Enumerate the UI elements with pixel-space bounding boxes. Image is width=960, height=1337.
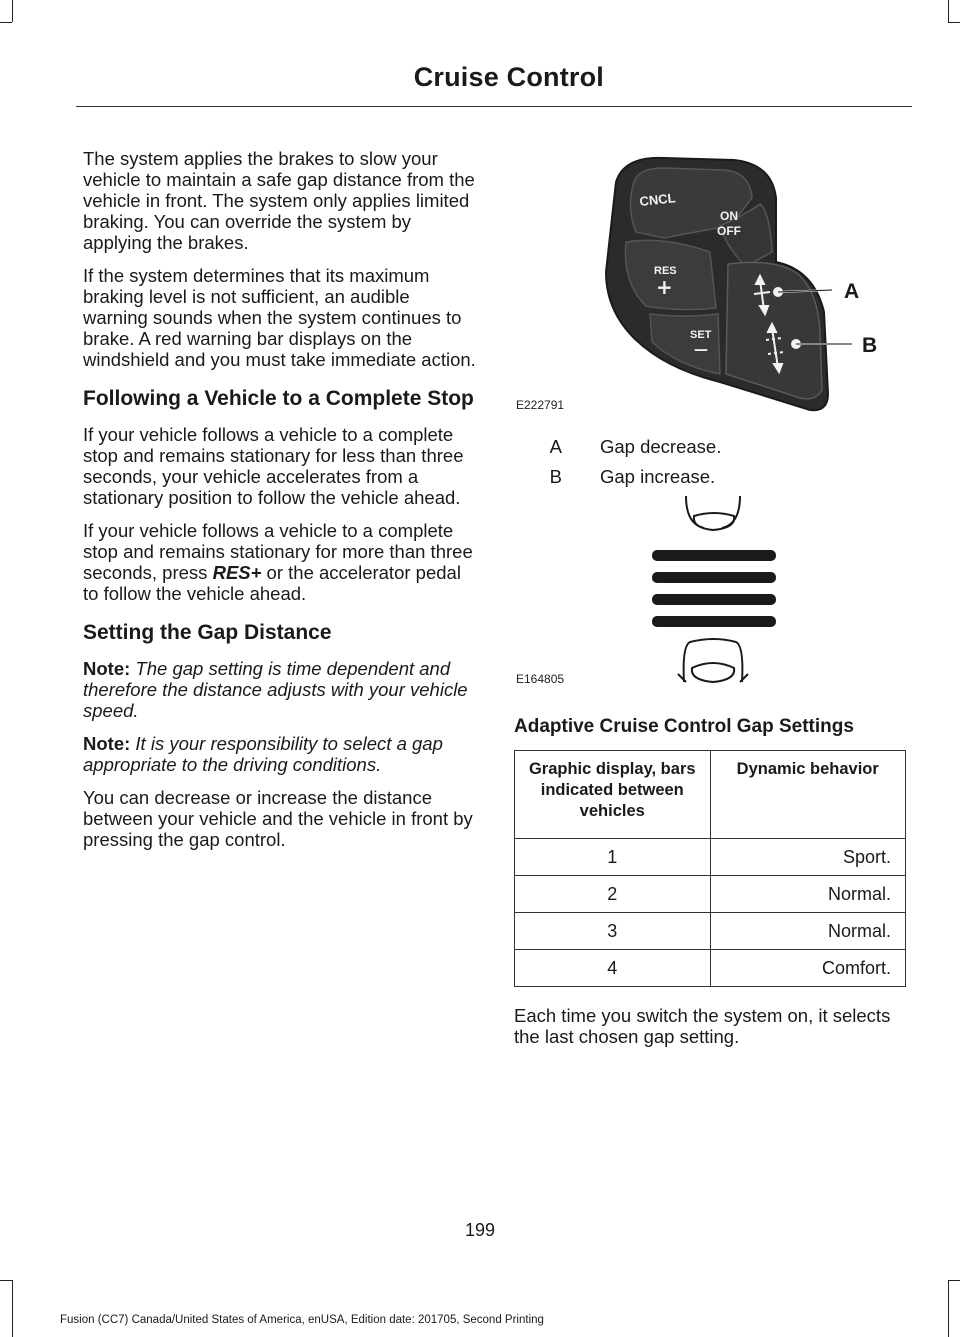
crop-mark bbox=[948, 1280, 949, 1337]
paragraph-gap-control: You can decrease or increase the distance between your vehicle and the vehicle in front by pressing the gap control. bbox=[83, 787, 473, 850]
edition-footer: Fusion (CC7) Canada/United States of America, enUSA, Edition date: 201705, Second Printing bbox=[60, 1314, 544, 1326]
gap-display-figure bbox=[514, 496, 906, 696]
gap-bars-illustration bbox=[514, 496, 906, 696]
crop-mark bbox=[0, 1280, 12, 1281]
res-button-label: RES bbox=[654, 265, 677, 277]
behavior-cell: Normal. bbox=[710, 876, 906, 913]
set-button-label: SET bbox=[690, 329, 712, 341]
gap-bars-icon bbox=[652, 550, 776, 627]
table-header-row bbox=[515, 751, 906, 839]
paragraph-braking: The system applies the brakes to slow your vehicle to maintain a safe gap distance from the vehicle in front. The system only applies limited braking. You can override the system by applying the brakes. bbox=[83, 148, 475, 253]
header-divider bbox=[76, 106, 912, 107]
table-row bbox=[515, 913, 906, 950]
table-row bbox=[515, 950, 906, 987]
figure-code: E222791 bbox=[516, 398, 565, 412]
legend-item bbox=[514, 436, 906, 457]
legend-item bbox=[514, 466, 906, 487]
behavior-cell: Comfort. bbox=[710, 950, 906, 987]
page-title: Cruise Control bbox=[413, 62, 604, 92]
cncl-button-label: CNCL bbox=[638, 190, 677, 209]
gap-settings-table bbox=[514, 750, 906, 987]
table-row bbox=[515, 876, 906, 913]
bars-cell: 2 bbox=[515, 876, 711, 913]
minus-icon: — bbox=[694, 342, 708, 358]
figure-code: E164805 bbox=[516, 672, 565, 686]
crop-mark bbox=[948, 0, 949, 22]
column-header-graphic: Graphic display, bars indicated between vehicles bbox=[515, 751, 711, 839]
crop-mark bbox=[948, 1280, 960, 1281]
crop-mark bbox=[948, 22, 960, 23]
on-button-label: ON bbox=[720, 209, 738, 223]
paragraph-last-setting: Each time you switch the system on, it selects the last chosen gap setting. bbox=[514, 1005, 891, 1047]
behavior-cell: Normal. bbox=[710, 913, 906, 950]
page-number: 199 bbox=[464, 1220, 496, 1240]
paragraph-long-stop: If your vehicle follows a vehicle to a complete stop and remains stationary for more than three seconds, press RES+ or the accelerator pedal to follow the vehicle ahead. bbox=[83, 520, 473, 604]
legend-text: Gap decrease. bbox=[600, 436, 722, 457]
crop-mark bbox=[0, 22, 12, 23]
right-column bbox=[514, 142, 906, 1059]
vehicle-ahead-icon bbox=[686, 496, 740, 530]
behavior-cell: Sport. bbox=[710, 839, 906, 876]
bars-cell: 1 bbox=[515, 839, 711, 876]
callout-a-label: A bbox=[844, 280, 860, 303]
legend-text: Gap increase. bbox=[600, 466, 716, 487]
heading-gap-distance: Setting the Gap Distance bbox=[83, 621, 332, 644]
table-title: Adaptive Cruise Control Gap Settings bbox=[514, 716, 854, 737]
note-responsibility: Note: It is your responsibility to select a gap appropriate to the driving conditions. bbox=[83, 733, 443, 775]
res-plus-keyword: RES+ bbox=[212, 562, 262, 583]
own-vehicle-icon bbox=[678, 639, 748, 682]
legend-key: B bbox=[549, 466, 562, 487]
paragraph-short-stop: If your vehicle follows a vehicle to a complete stop and remains stationary for less than three seconds, your vehicle accelerates from a stationary position to follow the vehicle ahead. bbox=[83, 424, 464, 508]
steering-wheel-controls-figure bbox=[514, 142, 906, 426]
plus-icon: + bbox=[656, 275, 673, 299]
bars-cell: 4 bbox=[515, 950, 711, 987]
crop-mark bbox=[12, 0, 13, 22]
note-time-dependent: Note: The gap setting is time dependent and therefore the distance adjusts with your vehicle speed. bbox=[83, 658, 468, 721]
legend-key: A bbox=[549, 436, 562, 457]
left-column bbox=[83, 148, 477, 862]
off-button-label: OFF bbox=[717, 224, 741, 238]
callout-b-label: B bbox=[862, 334, 878, 357]
cruise-control-switch-illustration bbox=[514, 142, 906, 426]
heading-complete-stop: Following a Vehicle to a Complete Stop bbox=[83, 387, 474, 410]
figure-legend bbox=[514, 436, 906, 487]
table-row bbox=[515, 839, 906, 876]
bars-cell: 3 bbox=[515, 913, 711, 950]
paragraph-warning: If the system determines that its maximum braking level is not sufficient, an audible warning sounds when the system continues to brake. A red warning bar displays on the windshield and you must take immediate action. bbox=[83, 265, 476, 370]
crop-mark bbox=[12, 1280, 13, 1337]
column-header-behavior: Dynamic behavior bbox=[710, 751, 906, 839]
